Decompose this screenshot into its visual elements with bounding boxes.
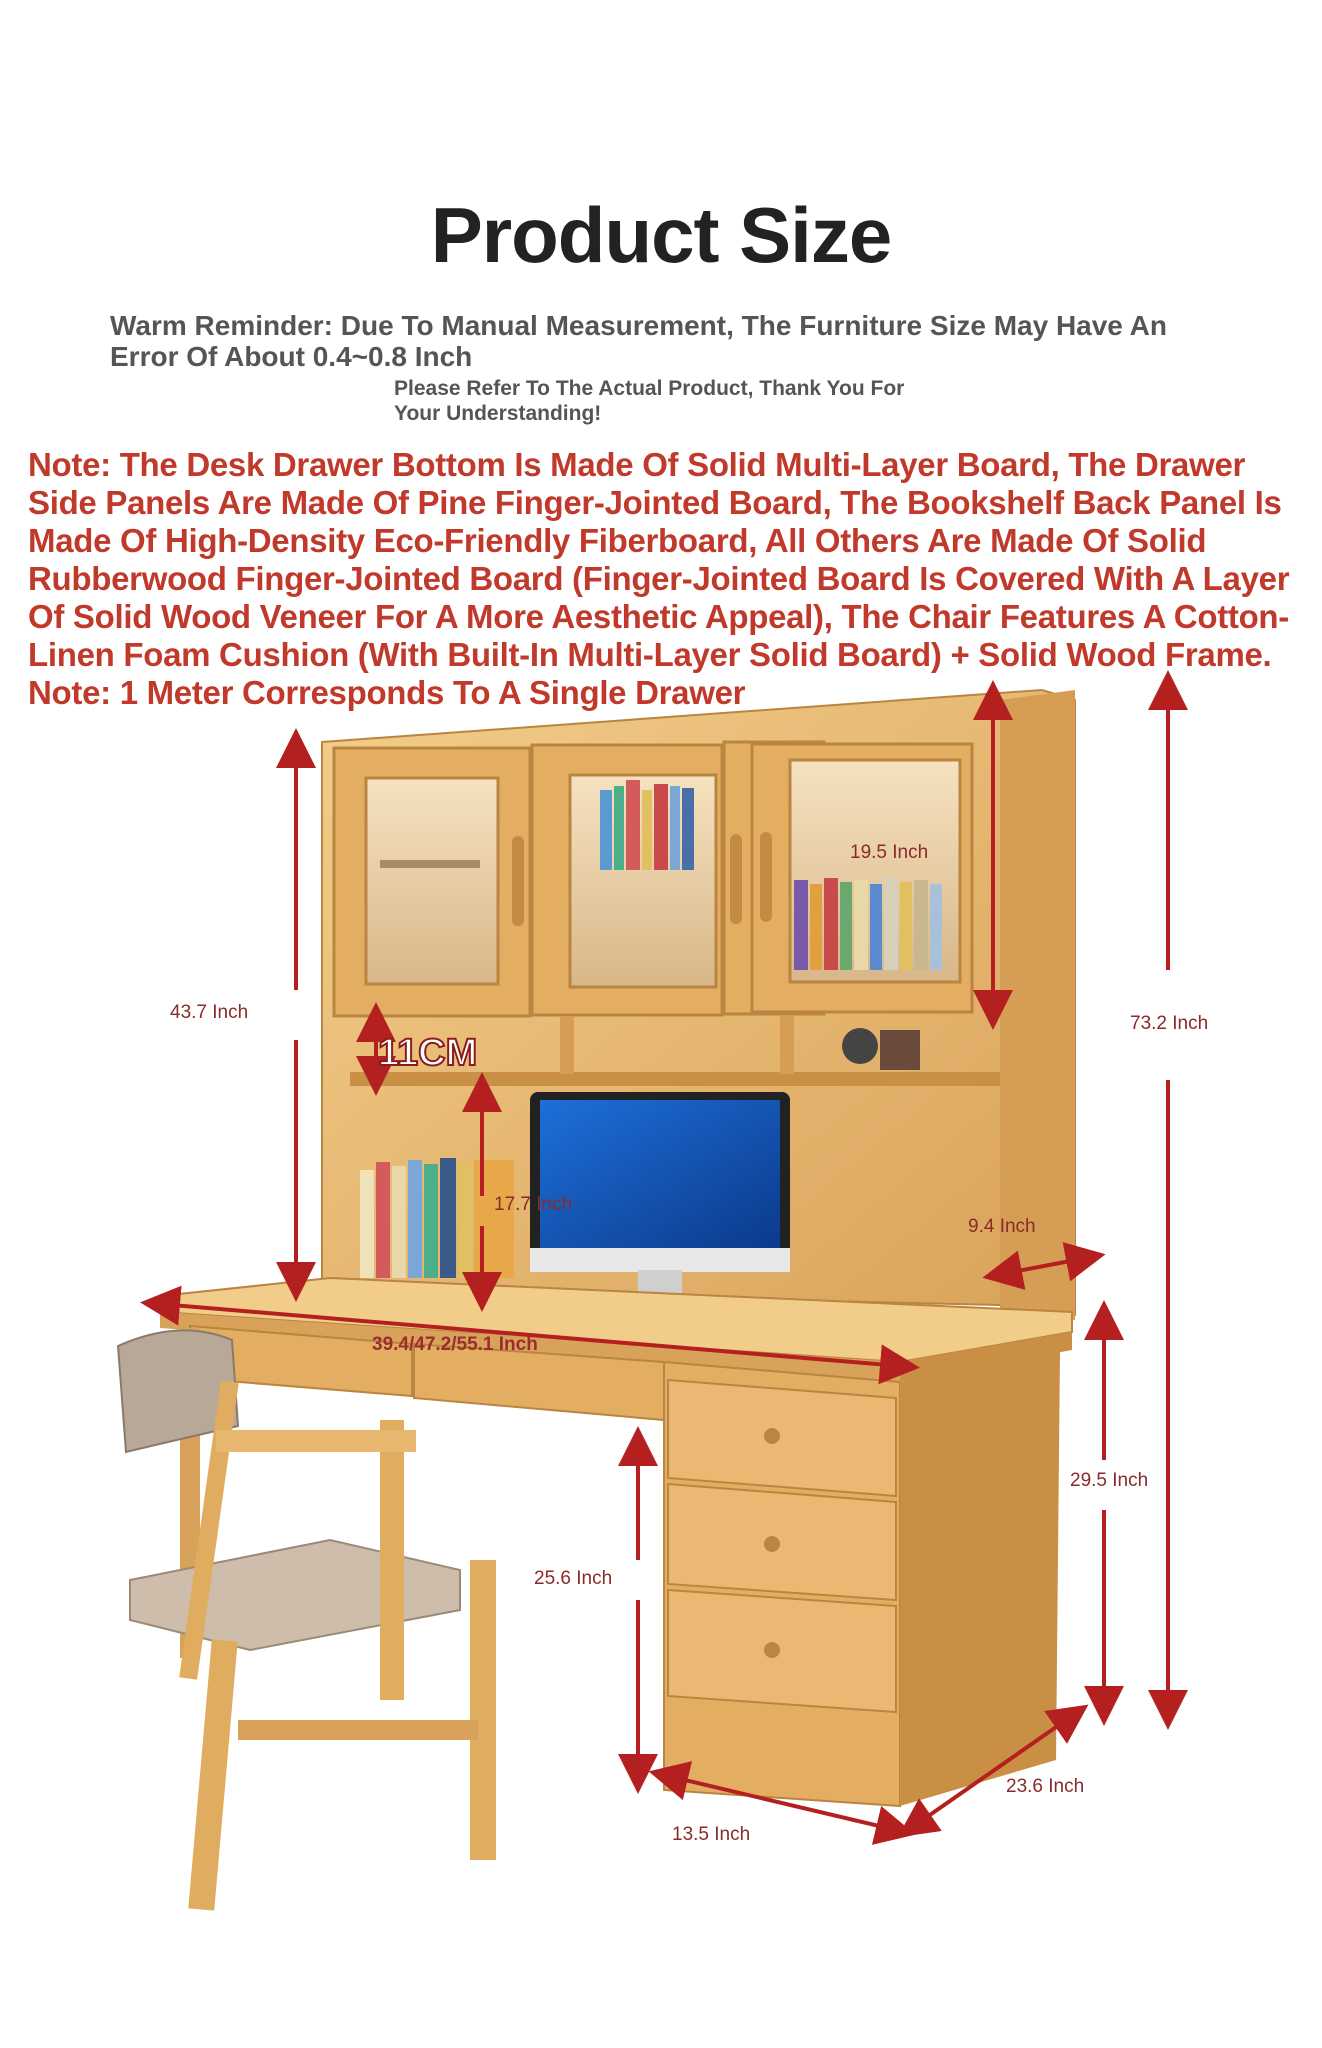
dim-total-height: 73.2 Inch (1130, 1013, 1209, 1034)
dim-desk-width: 39.4/47.2/55.1 Inch (372, 1334, 538, 1355)
dim-desk-height: 29.5 Inch (1070, 1470, 1149, 1491)
dim-drawer-width: 13.5 Inch (672, 1824, 751, 1845)
dim-hutch-depth: 9.4 Inch (968, 1216, 1036, 1237)
dim-shelf-gap: 11CM (378, 1032, 478, 1074)
refer-note: Please Refer To The Actual Product, Thank You For Your Understanding! (394, 377, 905, 425)
material-note: Note: The Desk Drawer Bottom Is Made Of Solid Multi-Layer Board, The Drawer Side Panels Are Made Of Pine Finger-Jointed Board, The Bookshelf Back Panel Is Made Of High-Density Eco-Friendly Fiberboard, All Others Are Made Of Solid Rubberwood Finger-Jointed Board (Finger-Jointed Board Is Covered With A Layer Of Solid Wood Veneer For A More Aesthetic Appeal), The Chair Features A Cotton-Linen Foam Cushion (With Built-In Multi-Layer Solid Board) + Solid Wood Frame. Note: 1 Meter Corresponds To A Single Drawer (28, 446, 1290, 711)
dim-desk-depth: 23.6 Inch (1006, 1776, 1085, 1797)
chair (118, 1330, 496, 1910)
dim-hutch-height: 43.7 Inch (170, 1002, 249, 1023)
dim-open-height: 17.7 Inch (494, 1194, 573, 1215)
dim-cabinet-height: 19.5 Inch (850, 842, 929, 863)
warm-reminder: Warm Reminder: Due To Manual Measurement, The Furniture Size May Have An Error Of About 0.4~0.8 Inch (110, 310, 1167, 372)
dim-knee-height: 25.6 Inch (534, 1568, 613, 1589)
page-title: Product Size (430, 191, 892, 279)
